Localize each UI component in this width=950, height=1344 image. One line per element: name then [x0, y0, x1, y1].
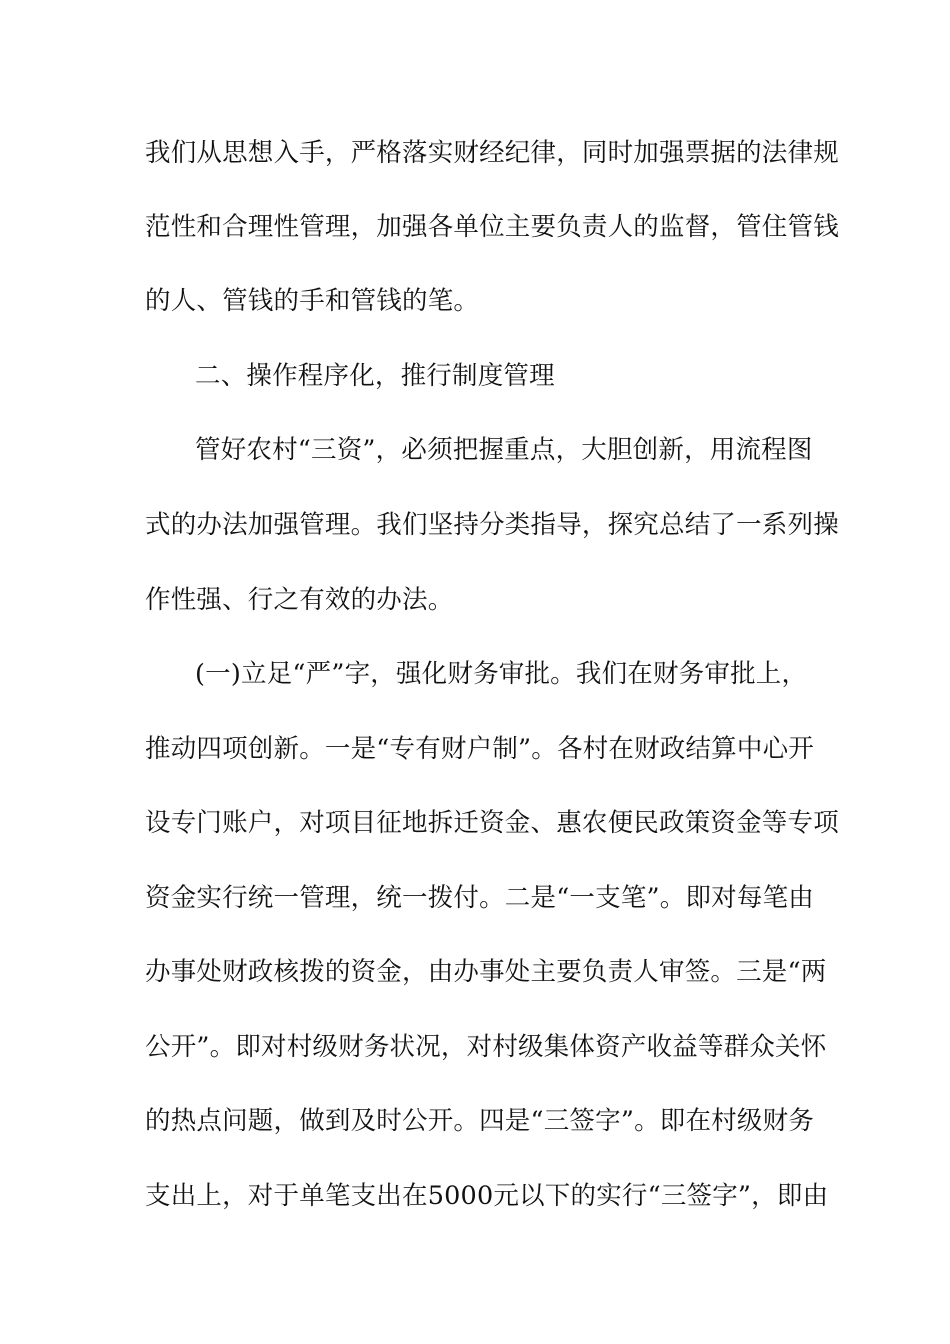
text-line-9: 推动四项创新。一是“专有财户制”。各村在财政结算中心开	[145, 734, 814, 764]
text-line-13: 公开”。即对村级财务状况，对村级集体资产收益等群众关怀	[145, 1032, 827, 1062]
text-line-15: 支出上，对于单笔支出在5000元以下的实行“三签字”，即由	[145, 1181, 829, 1211]
text-line-14: 的热点问题，做到及时公开。四是“三签字”。即在村级财务	[145, 1106, 814, 1136]
text-line-10: 设专门账户，对项目征地拆迁资金、惠农便民政策资金等专项	[145, 808, 839, 838]
text-line-5: 管好农村“三资”，必须把握重点，大胆创新，用流程图	[195, 435, 813, 465]
section-heading: 二、操作程序化，推行制度管理	[195, 361, 555, 391]
text-line-2: 范性和合理性管理，加强各单位主要负责人的监督，管住管钱	[145, 212, 839, 242]
text-line-7: 作性强、行之有效的办法。	[145, 585, 454, 615]
text-line-3: 的人、管钱的手和管钱的笔。	[145, 286, 480, 316]
text-line-1: 我们从思想入手，严格落实财经纪律，同时加强票据的法律规	[145, 138, 839, 168]
text-line-12: 办事处财政核拨的资金，由办事处主要负责人审签。三是“两	[145, 957, 827, 987]
subsection-line: (一)立足“严”字，强化财务审批。我们在财务审批上，	[195, 659, 808, 689]
text-line-11: 资金实行统一管理，统一拨付。二是“一支笔”。即对每笔由	[145, 883, 814, 913]
text-line-6: 式的办法加强管理。我们坚持分类指导，探究总结了一系列操	[145, 510, 839, 540]
